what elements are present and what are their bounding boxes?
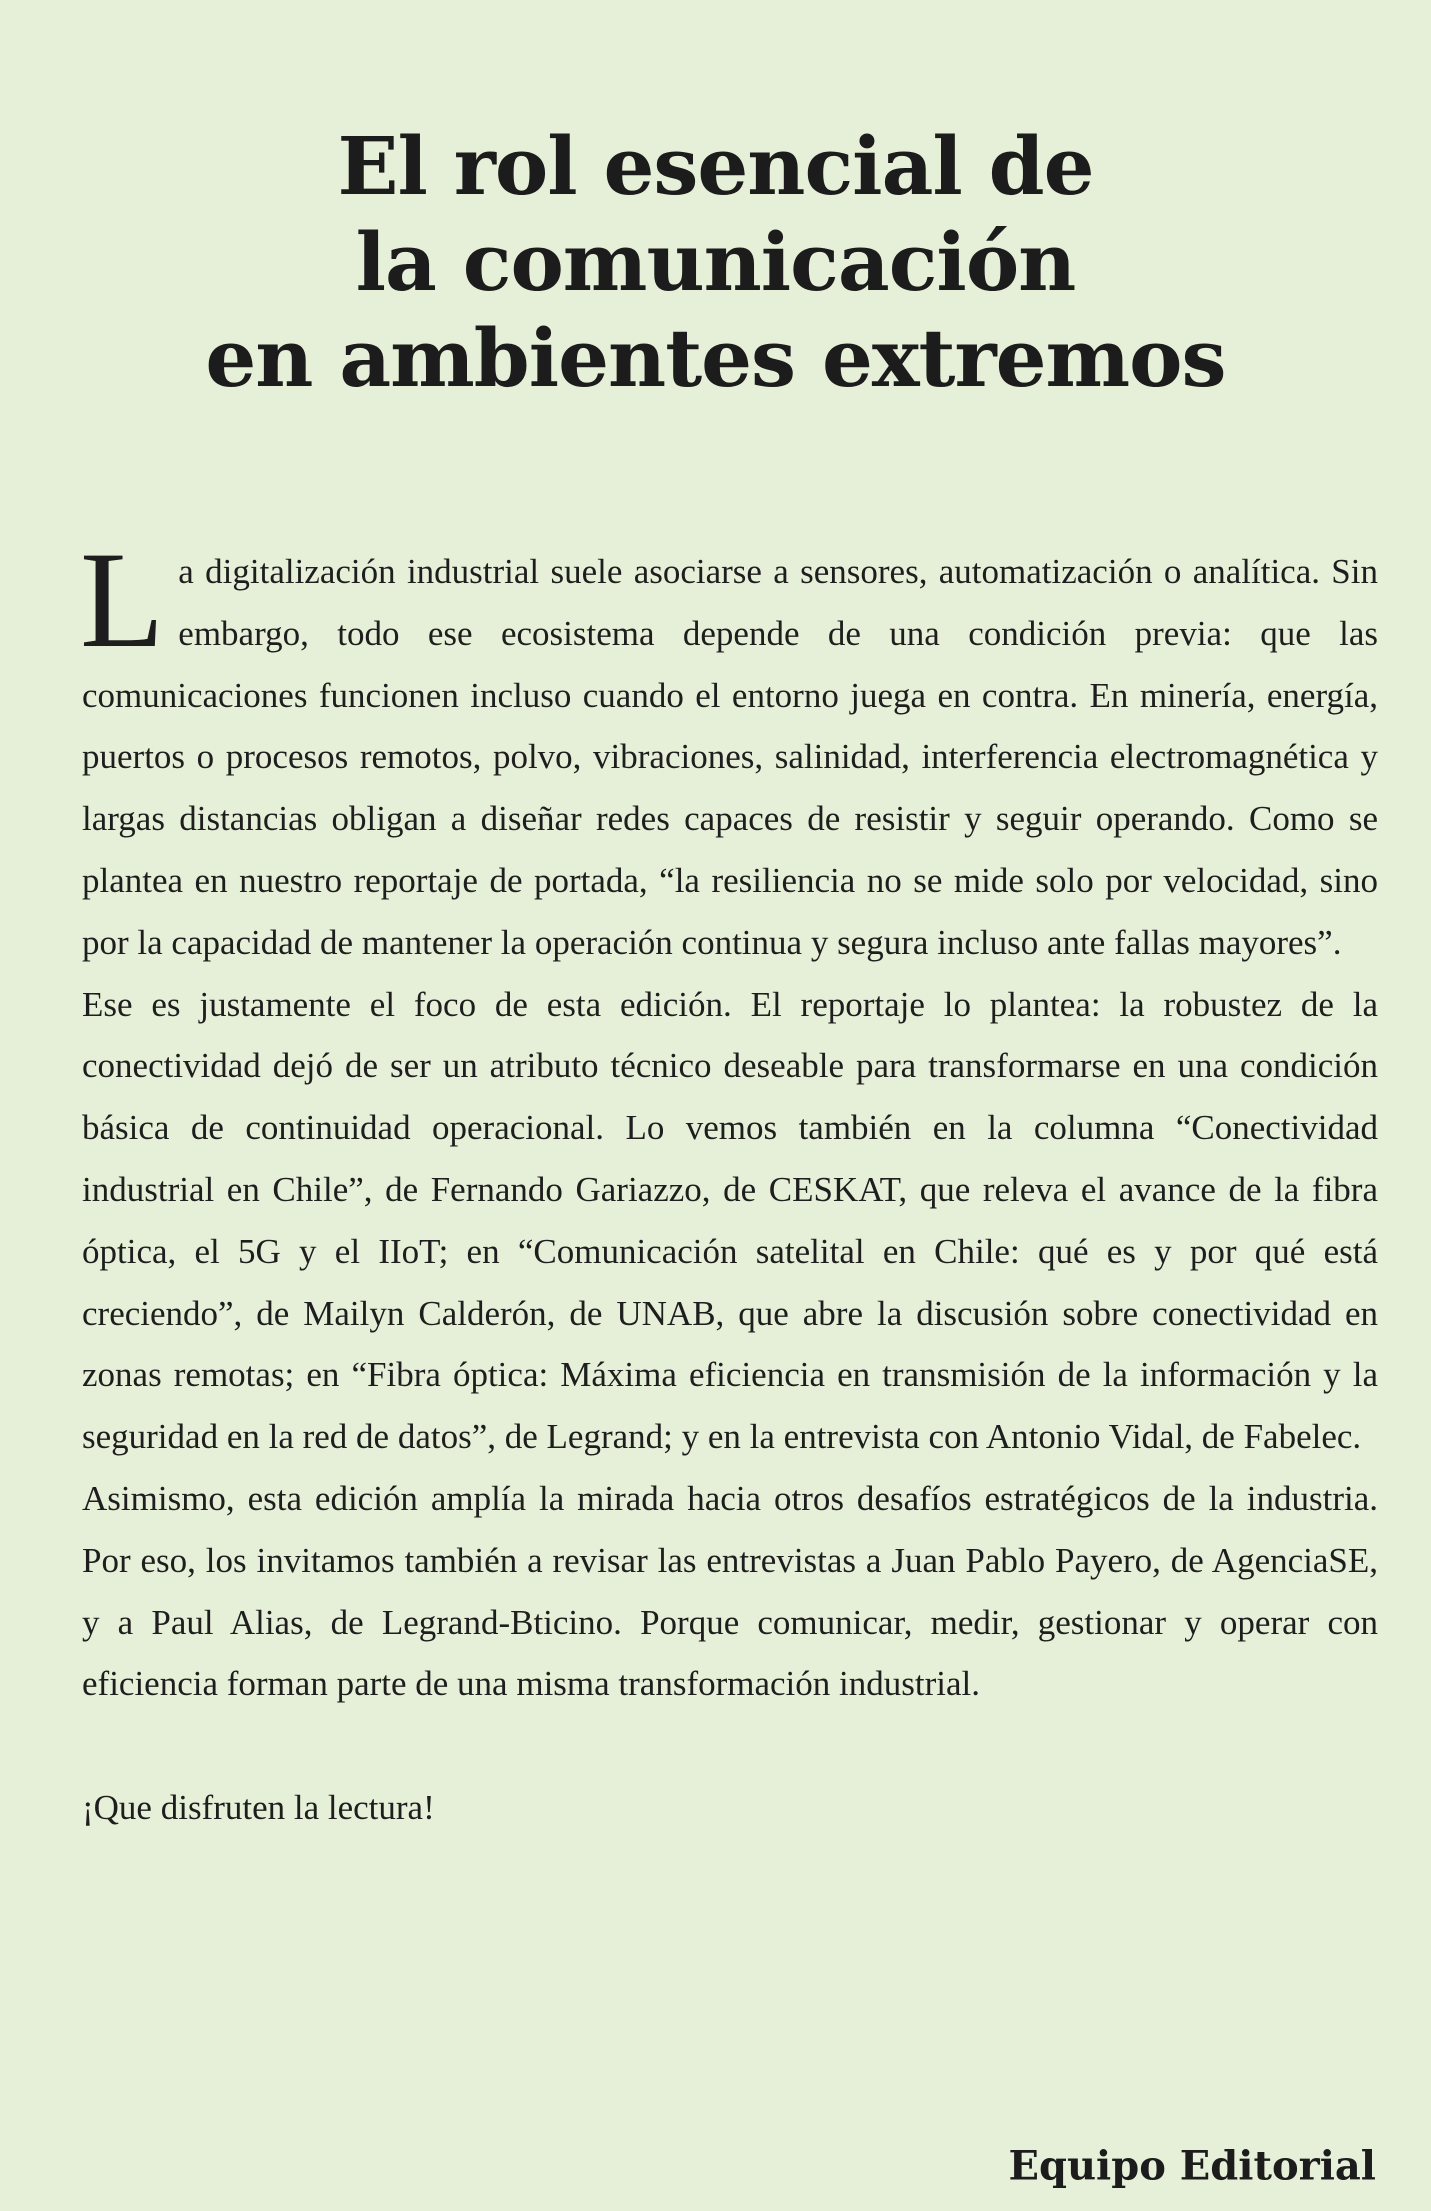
page-title xyxy=(0,118,1431,406)
title-line-3: en ambientes extremos xyxy=(205,311,1226,405)
closing-line: ¡Que disfruten la lectura! xyxy=(82,1788,435,1828)
title-line-1: El rol esencial de xyxy=(337,119,1094,213)
title-line-2: la comunicación xyxy=(355,215,1076,309)
paragraph-1 xyxy=(80,523,1378,974)
paragraph-2: Ese es justamente el foco de esta edición. El reportaje lo plantea: la robustez de la conectividad dejó de ser un atributo técnico deseable para transformarse en una condición básica de continuidad operacional. Lo vemos también en la columna “Conectividad industrial en Chile”, de Fernando Gariazzo, de CESKAT, que releva el avance de la fibra óptica, el 5G y el IIoT; en “Comunicación satelital en Chile: qué es y por qué está creciendo”, de Mailyn Calderón, de UNAB, que abre la discusión sobre conectividad en zonas remotas; en “Fibra óptica: Máxima eficiencia en transmisión de la información y la seguridad en la red de datos”, de Legrand; y en la entrevista con Antonio Vidal, de Fabelec. xyxy=(82,984,1378,1457)
paragraph-3: Asimismo, esta edición amplía la mirada hacia otros desafíos estratégicos de la industria. Por eso, los invitamos también a revisar las entrevistas a Juan Pablo Payero, de AgenciaSE, y a Paul Alias, de Legrand-Bticino. Porque comunicar, medir, gestionar y operar con eficiencia forman parte de una misma transformación industrial. xyxy=(82,1478,1378,1704)
signature: Equipo Editorial xyxy=(1008,2142,1376,2190)
drop-cap: L xyxy=(80,523,165,676)
paragraph-1-text: a digitalización industrial suele asociarse a sensores, automatización o analítica. Sin embargo, todo ese ecosistema depende de una condición previa: que las comunicaciones funcionen incluso cuando el entorno juega en contra. En minería, energía, puertos o procesos remotos, polvo, vibraciones, salinidad, interferencia electromagnética y largas distancias obligan a diseñar redes capaces de resistir y seguir operando. Como se plantea en nuestro reportaje de portada, “la resiliencia no se mide solo por velocidad, sino por la capacidad de mantener la operación continua y segura incluso ante fallas mayores”. xyxy=(82,552,1378,962)
article-body xyxy=(80,523,1378,1839)
